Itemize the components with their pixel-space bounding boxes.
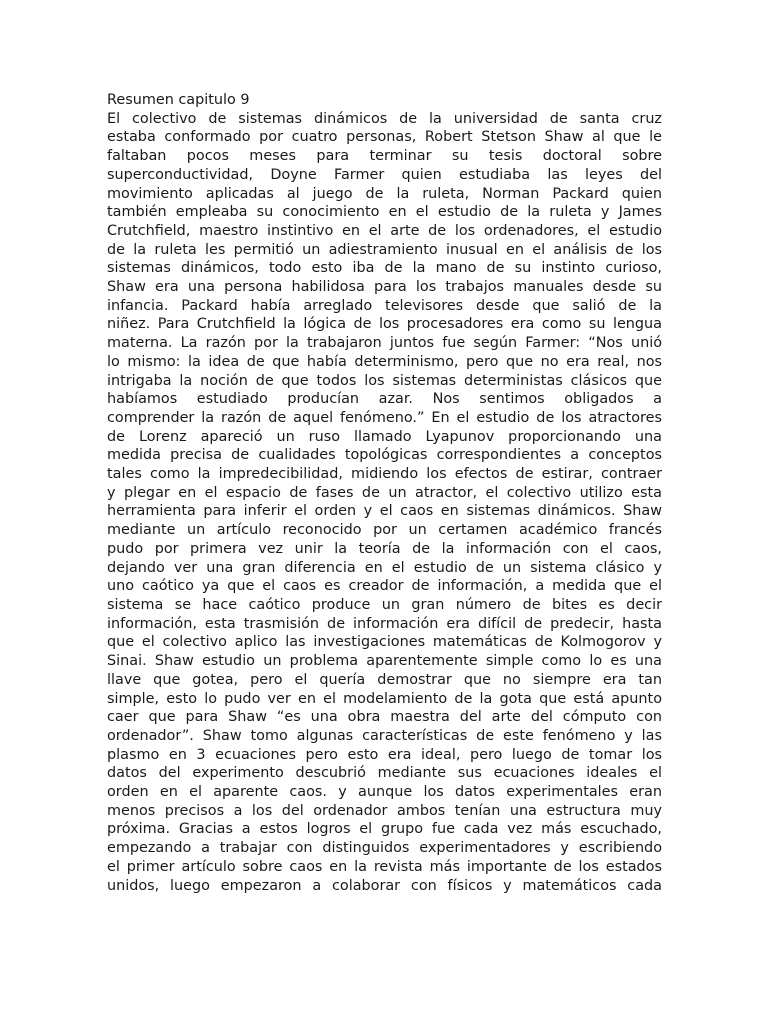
body-text-line: plasmo en 3 ecuaciones pero esto era ideal, pero luego de tomar los (107, 746, 662, 763)
document-body (107, 110, 662, 896)
body-text-line: orden en el aparente caos. y aunque los datos experimentales eran (107, 784, 662, 801)
body-text-line: información, esta trasmisión de información era difícil de predecir, hasta (107, 615, 662, 632)
body-text-line: Crutchfield, maestro instintivo en el arte de los ordenadores, el estudio (107, 222, 662, 239)
body-text-line: El colectivo de sistemas dinámicos de la universidad de santa cruz (107, 110, 662, 127)
document-page (107, 91, 662, 895)
body-text-line: que el colectivo aplico las investigaciones matemáticas de Kolmogorov y (107, 634, 662, 651)
body-text-line: de la ruleta les permitió un adiestramiento inusual en el análisis de los (107, 241, 662, 258)
body-text-line: pudo por primera vez unir la teoría de la información con el caos, (107, 540, 662, 557)
body-text-line: próxima. Gracias a estos logros el grupo fue cada vez más escuchado, (107, 821, 662, 838)
body-text-line: sistemas dinámicos, todo esto iba de la mano de su instinto curioso, (107, 260, 662, 277)
body-text-line: de Lorenz apareció un ruso llamado Lyapunov proporcionando una (107, 428, 662, 445)
body-text-line: faltaban pocos meses para terminar su tesis doctoral sobre (107, 148, 662, 165)
body-text-line: empezando a trabajar con distinguidos experimentadores y escribiendo (107, 840, 662, 857)
body-text-line: menos precisos a los del ordenador ambos tenían una estructura muy (107, 802, 662, 819)
body-text-line: el primer artículo sobre caos en la revista más importante de los estados (107, 858, 662, 875)
body-text-line: habíamos estudiado producían azar. Nos sentimos obligados a (107, 391, 662, 408)
body-text-line: superconductividad, Doyne Farmer quien estudiaba las leyes del (107, 166, 662, 183)
body-text-line: estaba conformado por cuatro personas, Robert Stetson Shaw al que le (107, 129, 662, 146)
body-text-line: ordenador”. Shaw tomo algunas características de este fenómeno y las (107, 727, 662, 744)
body-text-line: Shaw era una persona habilidosa para los trabajos manuales desde su (107, 279, 662, 296)
body-text-line: unidos, luego empezaron a colaborar con físicos y matemáticos cada (107, 877, 662, 894)
body-text-line: movimiento aplicadas al juego de la ruleta, Norman Packard quien (107, 185, 662, 202)
body-text-line: mediante un artículo reconocido por un certamen académico francés (107, 522, 662, 539)
document-title: Resumen capitulo 9 (107, 92, 250, 108)
body-text-line: materna. La razón por la trabajaron juntos fue según Farmer: “Nos unió (107, 335, 662, 352)
body-text-line: datos del experimento descubrió mediante sus ecuaciones ideales el (107, 765, 662, 782)
body-text-line: lo mismo: la idea de que había determinismo, pero que no era real, nos (107, 353, 662, 370)
body-text-line: niñez. Para Crutchfield la lógica de los procesadores era como su lengua (107, 316, 662, 333)
body-text-line: Sinai. Shaw estudio un problema aparentemente simple como lo es una (107, 653, 662, 670)
body-text-line: herramienta para inferir el orden y el caos en sistemas dinámicos. Shaw (107, 503, 662, 520)
body-text-line: llave que gotea, pero el quería demostrar que no siempre era tan (107, 671, 662, 688)
body-text-line: tales como la impredecibilidad, midiendo los efectos de estirar, contraer (107, 466, 662, 483)
body-text-line: comprender la razón de aquel fenómeno.” En el estudio de los atractores (107, 409, 662, 426)
body-text-line: simple, esto lo pudo ver en el modelamiento de la gota que está apunto (107, 690, 662, 707)
body-text-line: y plegar en el espacio de fases de un atractor, el colectivo utilizo esta (107, 484, 662, 501)
body-text-line: sistema se hace caótico produce un gran número de bites es decir (107, 596, 662, 613)
body-text-line: caer que para Shaw “es una obra maestra del arte del cómputo con (107, 709, 662, 726)
body-text-line: medida precisa de cualidades topológicas correspondientes a conceptos (107, 447, 662, 464)
body-text-line: intrigaba la noción de que todos los sistemas deterministas clásicos que (107, 372, 662, 389)
body-text-line: también empleaba su conocimiento en el estudio de la ruleta y James (107, 204, 662, 221)
body-text-line: uno caótico ya que el caos es creador de información, a medida que el (107, 578, 662, 595)
body-text-line: dejando ver una gran diferencia en el estudio de un sistema clásico y (107, 559, 662, 576)
body-text-line: infancia. Packard había arreglado televisores desde que salió de la (107, 297, 662, 314)
